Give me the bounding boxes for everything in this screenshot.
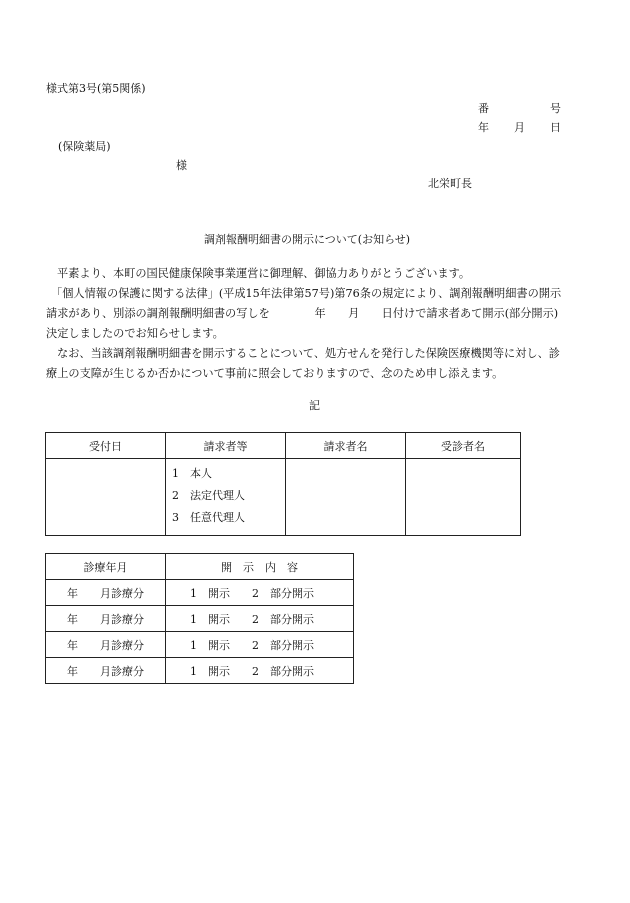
option-disclose[interactable]: 1 開示 (190, 612, 230, 626)
recipient-honorific: 様 (176, 159, 187, 172)
table-row (46, 658, 354, 684)
table-row (46, 580, 354, 606)
body-paragraph-1: 平素より、本町の国民健康保険事業運営に御理解、御協力ありがとうございます。 (57, 267, 471, 280)
received-date-cell[interactable] (46, 459, 166, 536)
body-paragraph-2-line-1: 「個人情報の保護に関する法律」(平成15年法律第57号)第76条の規定により、調剤報酬明細書の開示 (51, 287, 562, 300)
option-disclose[interactable]: 1 開示 (190, 586, 230, 600)
ref-number-label: 番 (478, 102, 489, 115)
option-partial-disclose[interactable]: 2 部分開示 (252, 586, 314, 600)
table-row (46, 632, 354, 658)
header-requester-name: 請求者名 (286, 433, 406, 459)
header-requester-type: 請求者等 (166, 433, 286, 459)
requester-type-cell (166, 459, 286, 536)
request-table-header (46, 433, 521, 459)
disclosure-content-cell (166, 658, 354, 684)
disclosure-content-cell (166, 632, 354, 658)
option-partial-disclose[interactable]: 2 部分開示 (252, 612, 314, 626)
disclosure-content-cell (166, 606, 354, 632)
option-partial-disclose[interactable]: 2 部分開示 (252, 664, 314, 678)
ref-month: 月 (514, 121, 525, 134)
sender: 北栄町長 (428, 177, 472, 190)
header-treatment-month: 診療年月 (46, 554, 166, 580)
option-self[interactable]: 1 本人 (172, 467, 212, 480)
request-table (45, 432, 521, 536)
body-text (46, 264, 586, 384)
body-paragraph-3-line-1: なお、当該調剤報酬明細書を開示することについて、処方せんを発行した保険医療機関等に対し、診 (57, 347, 560, 360)
treatment-month-cell: 年 月診療分 (46, 580, 166, 606)
table-row (46, 459, 521, 536)
disclosure-table-header (46, 554, 354, 580)
option-disclose[interactable]: 1 開示 (190, 664, 230, 678)
requester-name-cell[interactable] (286, 459, 406, 536)
disclosure-content-cell (166, 580, 354, 606)
table-row (46, 606, 354, 632)
document-title: 調剤報酬明細書の開示について(お知らせ) (204, 233, 411, 246)
form-number: 様式第3号(第5関係) (46, 82, 146, 95)
ref-number-suffix: 号 (550, 102, 561, 115)
option-partial-disclose[interactable]: 2 部分開示 (252, 638, 314, 652)
ref-year: 年 (478, 121, 489, 134)
treatment-month-cell: 年 月診療分 (46, 606, 166, 632)
option-voluntary-agent[interactable]: 3 任意代理人 (172, 511, 245, 524)
header-patient-name: 受診者名 (406, 433, 521, 459)
body-paragraph-2-line-2: 請求があり、別添の調剤報酬明細書の写しを 年 月 日付けで請求者あて開示(部分開示) (46, 307, 559, 320)
option-legal-agent[interactable]: 2 法定代理人 (172, 489, 245, 502)
option-disclose[interactable]: 1 開示 (190, 638, 230, 652)
recipient-pharmacy: (保険薬局) (58, 140, 111, 153)
patient-name-cell[interactable] (406, 459, 521, 536)
body-paragraph-3-line-2: 療上の支障が生じるか否かについて事前に照会しておりますので、念のため申し添えます。 (46, 367, 504, 380)
treatment-month-cell: 年 月診療分 (46, 658, 166, 684)
header-received-date: 受付日 (46, 433, 166, 459)
header-disclosure-content: 開 示 内 容 (166, 554, 354, 580)
body-paragraph-2-line-3: 決定しましたのでお知らせします。 (46, 327, 224, 340)
disclosure-table (45, 553, 354, 684)
ki-heading: 記 (309, 399, 320, 412)
treatment-month-cell: 年 月診療分 (46, 632, 166, 658)
ref-day: 日 (550, 121, 561, 134)
